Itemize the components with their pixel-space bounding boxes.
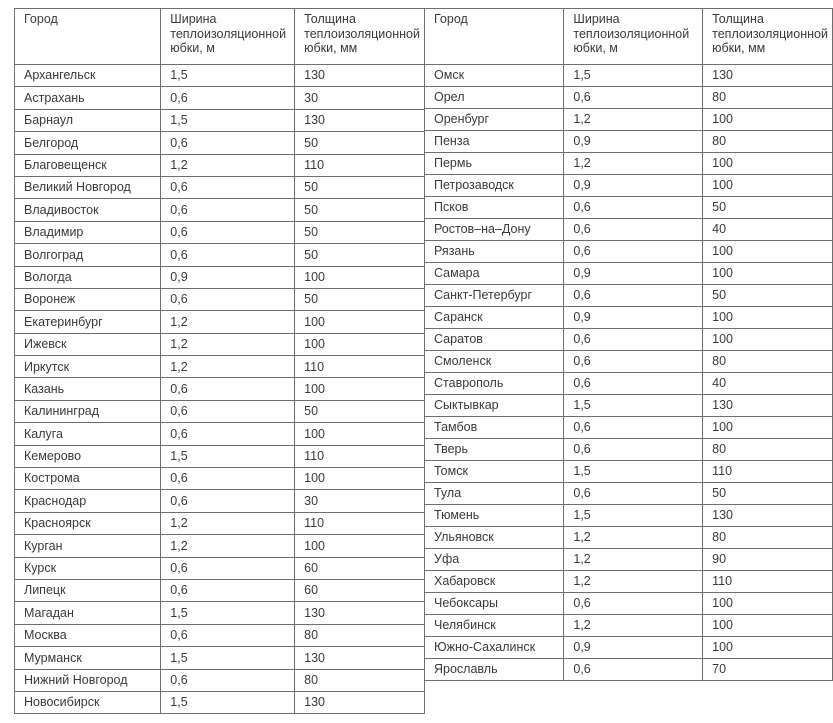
table-row <box>15 423 425 445</box>
city-cell: Екатеринбург <box>15 311 161 333</box>
table-row <box>15 445 425 467</box>
city-cell: Ставрополь <box>425 373 564 395</box>
thickness-cell: 110 <box>703 571 833 593</box>
city-cell: Курган <box>15 535 161 557</box>
city-cell: Липецк <box>15 579 161 601</box>
column-header-thickness: Толщина теплоизоляционной юбки, мм <box>295 9 425 65</box>
width-cell: 1,2 <box>161 311 295 333</box>
width-cell: 1,5 <box>564 65 703 87</box>
table-header-left <box>15 9 425 65</box>
table-row <box>15 244 425 266</box>
city-cell: Ростов–на–Дону <box>425 219 564 241</box>
city-cell: Ярославль <box>425 659 564 681</box>
width-cell: 0,6 <box>161 579 295 601</box>
city-cell: Омск <box>425 65 564 87</box>
width-cell: 0,6 <box>564 329 703 351</box>
thickness-cell: 100 <box>703 417 833 439</box>
thickness-cell: 100 <box>295 468 425 490</box>
table-body-right <box>425 65 833 681</box>
width-cell: 0,6 <box>161 221 295 243</box>
city-cell: Самара <box>425 263 564 285</box>
width-cell: 1,5 <box>161 691 295 713</box>
width-cell: 0,6 <box>161 400 295 422</box>
width-cell: 1,2 <box>161 512 295 534</box>
column-header-width: Ширина теплоизоляционной юбки, м <box>161 9 295 65</box>
width-cell: 0,6 <box>161 244 295 266</box>
width-cell: 0,9 <box>161 266 295 288</box>
thickness-cell: 100 <box>295 378 425 400</box>
table-row <box>15 579 425 601</box>
table-row <box>425 263 833 285</box>
city-cell: Тамбов <box>425 417 564 439</box>
table-row <box>425 461 833 483</box>
table-row <box>15 109 425 131</box>
thickness-cell: 50 <box>295 288 425 310</box>
city-cell: Воронеж <box>15 288 161 310</box>
width-cell: 0,6 <box>161 176 295 198</box>
header-row <box>425 9 833 65</box>
thickness-cell: 130 <box>703 65 833 87</box>
thickness-cell: 130 <box>295 647 425 669</box>
table-row <box>425 637 833 659</box>
thickness-cell: 50 <box>295 221 425 243</box>
table-row <box>425 527 833 549</box>
table-row <box>15 624 425 646</box>
width-cell: 0,6 <box>564 659 703 681</box>
city-cell: Тюмень <box>425 505 564 527</box>
table-row <box>15 647 425 669</box>
city-cell: Нижний Новгород <box>15 669 161 691</box>
table-row <box>425 109 833 131</box>
width-cell: 0,6 <box>161 624 295 646</box>
thickness-cell: 100 <box>703 175 833 197</box>
thickness-cell: 70 <box>703 659 833 681</box>
city-cell: Оренбург <box>425 109 564 131</box>
thickness-cell: 130 <box>295 109 425 131</box>
thickness-cell: 100 <box>703 615 833 637</box>
table-row <box>15 311 425 333</box>
width-cell: 0,6 <box>161 132 295 154</box>
table-row <box>425 329 833 351</box>
thickness-cell: 100 <box>703 329 833 351</box>
thickness-cell: 130 <box>295 65 425 87</box>
width-cell: 0,6 <box>564 87 703 109</box>
city-cell: Сыктывкар <box>425 395 564 417</box>
table-row <box>425 483 833 505</box>
thickness-cell: 100 <box>295 535 425 557</box>
thickness-cell: 100 <box>703 153 833 175</box>
table-row <box>425 175 833 197</box>
thickness-cell: 50 <box>703 197 833 219</box>
city-cell: Саратов <box>425 329 564 351</box>
table-row <box>15 266 425 288</box>
width-cell: 1,5 <box>564 395 703 417</box>
table-row <box>425 439 833 461</box>
city-cell: Санкт-Петербург <box>425 285 564 307</box>
width-cell: 1,5 <box>564 505 703 527</box>
table-row <box>15 199 425 221</box>
width-cell: 1,2 <box>161 535 295 557</box>
width-cell: 1,2 <box>564 571 703 593</box>
width-cell: 0,6 <box>161 669 295 691</box>
table-row <box>425 373 833 395</box>
width-cell: 1,5 <box>161 65 295 87</box>
width-cell: 1,2 <box>564 549 703 571</box>
width-cell: 0,6 <box>564 439 703 461</box>
table-row <box>425 285 833 307</box>
table-row <box>15 602 425 624</box>
city-cell: Калуга <box>15 423 161 445</box>
width-cell: 1,2 <box>161 154 295 176</box>
thickness-cell: 100 <box>703 593 833 615</box>
table-row <box>15 535 425 557</box>
thickness-cell: 100 <box>295 266 425 288</box>
table-row <box>15 132 425 154</box>
thickness-cell: 100 <box>295 311 425 333</box>
width-cell: 1,5 <box>161 445 295 467</box>
width-cell: 0,6 <box>564 417 703 439</box>
width-cell: 0,6 <box>564 351 703 373</box>
thickness-cell: 100 <box>295 333 425 355</box>
width-cell: 1,2 <box>564 153 703 175</box>
thickness-cell: 40 <box>703 219 833 241</box>
city-table-left <box>14 8 425 714</box>
width-cell: 0,6 <box>564 197 703 219</box>
table-row <box>15 176 425 198</box>
city-cell: Великий Новгород <box>15 176 161 198</box>
table-row <box>15 356 425 378</box>
table-row <box>425 505 833 527</box>
column-header-thickness: Толщина теплоизоляционной юбки, мм <box>703 9 833 65</box>
table-row <box>425 131 833 153</box>
city-table-right <box>424 8 833 681</box>
thickness-cell: 110 <box>295 356 425 378</box>
table-row <box>425 593 833 615</box>
city-cell: Кемерово <box>15 445 161 467</box>
city-cell: Магадан <box>15 602 161 624</box>
thickness-cell: 100 <box>703 307 833 329</box>
city-cell: Владимир <box>15 221 161 243</box>
thickness-cell: 100 <box>703 637 833 659</box>
thickness-cell: 80 <box>295 669 425 691</box>
city-cell: Рязань <box>425 241 564 263</box>
width-cell: 0,6 <box>161 288 295 310</box>
width-cell: 1,5 <box>161 647 295 669</box>
table-header-right <box>425 9 833 65</box>
city-cell: Иркутск <box>15 356 161 378</box>
thickness-cell: 130 <box>703 505 833 527</box>
thickness-cell: 100 <box>703 109 833 131</box>
width-cell: 0,6 <box>161 490 295 512</box>
thickness-cell: 110 <box>295 512 425 534</box>
width-cell: 1,2 <box>161 356 295 378</box>
city-cell: Астрахань <box>15 87 161 109</box>
thickness-cell: 50 <box>295 132 425 154</box>
table-row <box>425 307 833 329</box>
city-cell: Краснодар <box>15 490 161 512</box>
width-cell: 0,6 <box>564 285 703 307</box>
city-cell: Белгород <box>15 132 161 154</box>
city-cell: Пенза <box>425 131 564 153</box>
table-row <box>425 615 833 637</box>
thickness-cell: 80 <box>703 439 833 461</box>
table-row <box>15 691 425 713</box>
city-cell: Саранск <box>425 307 564 329</box>
width-cell: 1,5 <box>161 109 295 131</box>
thickness-cell: 50 <box>295 199 425 221</box>
width-cell: 0,6 <box>564 373 703 395</box>
table-row <box>15 557 425 579</box>
table-row <box>425 417 833 439</box>
city-cell: Ульяновск <box>425 527 564 549</box>
width-cell: 0,6 <box>564 219 703 241</box>
city-cell: Мурманск <box>15 647 161 669</box>
width-cell: 0,6 <box>161 423 295 445</box>
width-cell: 0,9 <box>564 263 703 285</box>
thickness-cell: 80 <box>703 87 833 109</box>
city-cell: Чебоксары <box>425 593 564 615</box>
table-row <box>15 288 425 310</box>
thickness-cell: 60 <box>295 579 425 601</box>
city-cell: Красноярск <box>15 512 161 534</box>
thickness-cell: 110 <box>295 445 425 467</box>
city-cell: Калининград <box>15 400 161 422</box>
thickness-cell: 50 <box>295 176 425 198</box>
city-cell: Вологда <box>15 266 161 288</box>
thickness-cell: 100 <box>295 423 425 445</box>
city-cell: Волгоград <box>15 244 161 266</box>
table-row <box>15 669 425 691</box>
width-cell: 1,5 <box>564 461 703 483</box>
city-cell: Южно-Сахалинск <box>425 637 564 659</box>
thickness-cell: 50 <box>703 285 833 307</box>
table-body-left <box>15 65 425 714</box>
table-row <box>15 154 425 176</box>
city-cell: Челябинск <box>425 615 564 637</box>
table-row <box>425 351 833 373</box>
thickness-cell: 30 <box>295 490 425 512</box>
table-row <box>425 197 833 219</box>
width-cell: 0,6 <box>161 378 295 400</box>
thickness-cell: 90 <box>703 549 833 571</box>
width-cell: 0,9 <box>564 637 703 659</box>
table-row <box>425 219 833 241</box>
thickness-cell: 80 <box>703 351 833 373</box>
table-row <box>15 378 425 400</box>
city-cell: Петрозаводск <box>425 175 564 197</box>
table-row <box>15 512 425 534</box>
header-row <box>15 9 425 65</box>
thickness-cell: 130 <box>295 602 425 624</box>
width-cell: 0,6 <box>161 468 295 490</box>
table-row <box>425 87 833 109</box>
thickness-cell: 80 <box>703 527 833 549</box>
thickness-cell: 80 <box>295 624 425 646</box>
thickness-cell: 50 <box>703 483 833 505</box>
city-cell: Томск <box>425 461 564 483</box>
column-header-city: Город <box>15 9 161 65</box>
thickness-cell: 40 <box>703 373 833 395</box>
city-cell: Новосибирск <box>15 691 161 713</box>
thickness-cell: 110 <box>703 461 833 483</box>
table-row <box>15 333 425 355</box>
table-row <box>425 241 833 263</box>
city-cell: Москва <box>15 624 161 646</box>
thickness-cell: 110 <box>295 154 425 176</box>
table-row <box>425 65 833 87</box>
column-header-city: Город <box>425 9 564 65</box>
city-cell: Псков <box>425 197 564 219</box>
city-cell: Казань <box>15 378 161 400</box>
width-cell: 0,9 <box>564 307 703 329</box>
city-cell: Орел <box>425 87 564 109</box>
city-cell: Благовещенск <box>15 154 161 176</box>
width-cell: 0,6 <box>564 483 703 505</box>
thickness-cell: 130 <box>703 395 833 417</box>
table-row <box>15 468 425 490</box>
city-cell: Хабаровск <box>425 571 564 593</box>
width-cell: 1,2 <box>564 109 703 131</box>
tables-container <box>14 8 833 714</box>
thickness-cell: 60 <box>295 557 425 579</box>
width-cell: 0,9 <box>564 131 703 153</box>
thickness-cell: 100 <box>703 263 833 285</box>
column-header-width: Ширина теплоизоляционной юбки, м <box>564 9 703 65</box>
table-row <box>15 400 425 422</box>
city-cell: Кострома <box>15 468 161 490</box>
city-cell: Ижевск <box>15 333 161 355</box>
width-cell: 0,9 <box>564 175 703 197</box>
city-cell: Барнаул <box>15 109 161 131</box>
city-cell: Архангельск <box>15 65 161 87</box>
table-row <box>15 87 425 109</box>
city-cell: Смоленск <box>425 351 564 373</box>
table-row <box>425 571 833 593</box>
width-cell: 1,5 <box>161 602 295 624</box>
width-cell: 0,6 <box>161 557 295 579</box>
thickness-cell: 130 <box>295 691 425 713</box>
city-cell: Пермь <box>425 153 564 175</box>
city-cell: Курск <box>15 557 161 579</box>
width-cell: 1,2 <box>564 527 703 549</box>
city-cell: Владивосток <box>15 199 161 221</box>
thickness-cell: 100 <box>703 241 833 263</box>
table-row <box>15 65 425 87</box>
table-row <box>425 153 833 175</box>
thickness-cell: 50 <box>295 244 425 266</box>
width-cell: 0,6 <box>161 199 295 221</box>
width-cell: 1,2 <box>564 615 703 637</box>
thickness-cell: 30 <box>295 87 425 109</box>
table-row <box>15 221 425 243</box>
table-row <box>425 395 833 417</box>
thickness-cell: 50 <box>295 400 425 422</box>
city-cell: Тула <box>425 483 564 505</box>
table-row <box>425 549 833 571</box>
width-cell: 0,6 <box>564 241 703 263</box>
table-row <box>15 490 425 512</box>
width-cell: 1,2 <box>161 333 295 355</box>
table-row <box>425 659 833 681</box>
city-cell: Тверь <box>425 439 564 461</box>
thickness-cell: 80 <box>703 131 833 153</box>
width-cell: 0,6 <box>161 87 295 109</box>
width-cell: 0,6 <box>564 593 703 615</box>
city-cell: Уфа <box>425 549 564 571</box>
